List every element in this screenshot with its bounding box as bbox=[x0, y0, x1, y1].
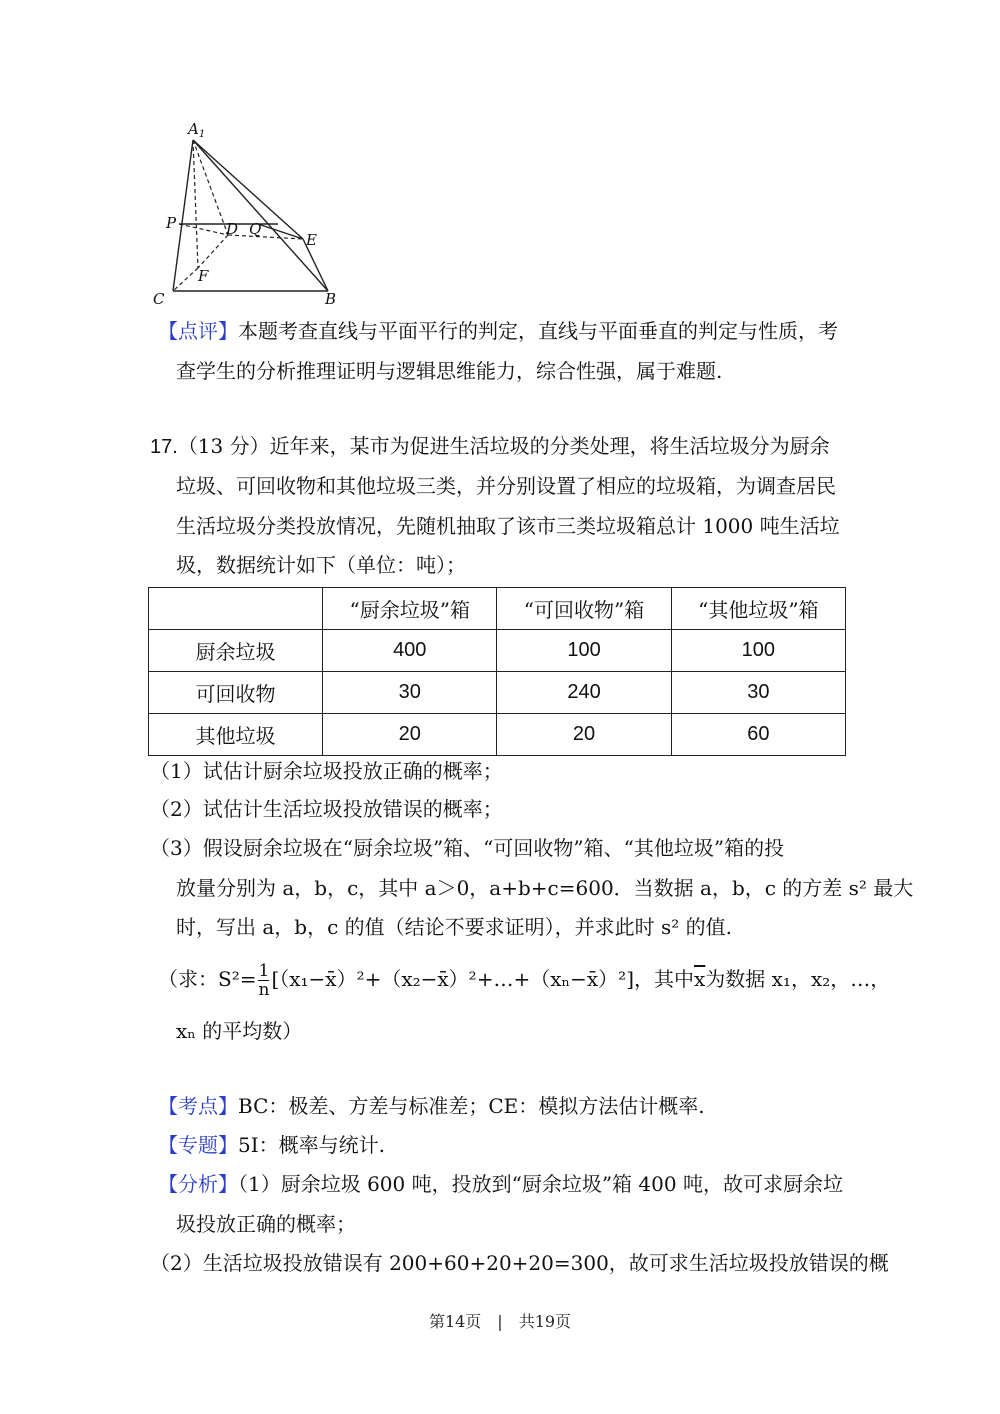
table-row-label: 其他垃圾 bbox=[149, 714, 323, 756]
table-cell: 100 bbox=[497, 630, 671, 672]
fenxi-line-2: 圾投放正确的概率； bbox=[176, 1212, 356, 1236]
comment-line-2: 查学生的分析推理证明与逻辑思维能力，综合性强，属于难题. bbox=[176, 359, 723, 383]
formula-body: [（x₁−x̄）²+（x₂−x̄）²+…+（xₙ−x̄）²]，其中 bbox=[271, 967, 695, 991]
page-footer: 第14页 | 共19页 bbox=[428, 1312, 572, 1331]
kaodian-line: 【考点】BC：极差、方差与标准差；CE：模拟方法估计概率. bbox=[158, 1094, 705, 1118]
label-Q: Q bbox=[249, 220, 262, 238]
edge-P-D bbox=[179, 224, 228, 235]
question-3-line-1: （3）假设厨余垃圾在“厨余垃圾”箱、“可回收物”箱、“其他垃圾”箱的投 bbox=[150, 836, 785, 860]
label-A1: $A_1$ bbox=[188, 120, 206, 140]
table-row-label: 可回收物 bbox=[149, 672, 323, 714]
question-3-line-3: 时，写出 a，b，c 的值（结论不要求证明），并求此时 s² 的值. bbox=[176, 915, 732, 939]
zhuanti-tag: 专题 bbox=[178, 1133, 218, 1157]
zhuanti-line: 【专题】5I：概率与统计. bbox=[158, 1133, 385, 1157]
problem-line-1: 17.（13 分）近年来，某市为促进生活垃圾的分类处理，将生活垃圾分为厨余 bbox=[150, 434, 830, 458]
table-header-cell: “厨余垃圾”箱 bbox=[323, 588, 497, 630]
formula-frac-den: n bbox=[258, 980, 270, 1000]
problem-line-2: 垃圾、可回收物和其他垃圾三类，并分别设置了相应的垃圾箱，为调查居民 bbox=[176, 474, 836, 498]
problem-line-4: 圾，数据统计如下（单位：吨）； bbox=[176, 553, 466, 577]
table-header-cell bbox=[149, 588, 323, 630]
table-cell: 30 bbox=[671, 672, 845, 714]
fenxi-line-3: （2）生活垃圾投放错误有 200+60+20+20=300，故可求生活垃圾投放错误的概 bbox=[150, 1251, 889, 1275]
fenxi-line-1: 【分析】（1）厨余垃圾 600 吨，投放到“厨余垃圾”箱 400 吨，故可求厨余垃 bbox=[158, 1172, 843, 1196]
formula-frac-num: 1 bbox=[258, 961, 270, 981]
label-E: E bbox=[306, 231, 317, 249]
table-cell: 240 bbox=[497, 672, 671, 714]
formula-line-2: xₙ 的平均数） bbox=[176, 1019, 303, 1043]
table-row bbox=[149, 672, 846, 714]
comment-tag: 点评 bbox=[178, 319, 218, 343]
question-1: （1）试估计厨余垃圾投放正确的概率； bbox=[150, 759, 503, 783]
problem-number: 17. bbox=[150, 436, 178, 458]
table-cell: 400 bbox=[323, 630, 497, 672]
pyramid-figure bbox=[148, 118, 348, 308]
table-cell: 20 bbox=[497, 714, 671, 756]
edge-A1-F bbox=[193, 140, 198, 268]
comment-line-1: 【点评】本题考查直线与平面平行的判定，直线与平面垂直的判定与性质，考 bbox=[158, 319, 838, 343]
table-cell: 30 bbox=[323, 672, 497, 714]
formula-xbar: $\overline{x}$ bbox=[694, 967, 706, 991]
table-header-row bbox=[149, 588, 846, 630]
problem-line-3: 生活垃圾分类投放情况，先随机抽取了该市三类垃圾箱总计 1000 吨生活垃 bbox=[176, 514, 840, 538]
label-D: D bbox=[226, 220, 239, 238]
label-F: F bbox=[198, 267, 209, 285]
edge-A1-B bbox=[193, 140, 328, 291]
question-2: （2）试估计生活垃圾投放错误的概率； bbox=[150, 797, 503, 821]
table-cell: 20 bbox=[323, 714, 497, 756]
edge-F-C bbox=[173, 268, 198, 291]
kaodian-tag: 考点 bbox=[178, 1094, 218, 1118]
edge-A1-D bbox=[193, 140, 228, 235]
formula-line-1: （求：S²= $\frac{1}{n}$ [（x₁−x̄）²+（x₂−x̄）²+…+（xₙ−x̄）²]，其中$\overline{x}$为数据 x₁，x₂，…， bbox=[158, 961, 891, 1000]
fenxi-tag: 分析 bbox=[178, 1172, 218, 1196]
table-header-cell: “其他垃圾”箱 bbox=[671, 588, 845, 630]
question-3-line-2: 放量分别为 a，b，c，其中 a＞0，a+b+c=600．当数据 a，b，c 的方差 s² 最大 bbox=[176, 876, 914, 900]
label-P: P bbox=[166, 214, 177, 232]
label-B: B bbox=[325, 290, 337, 308]
label-C: C bbox=[153, 290, 165, 308]
table-row-label: 厨余垃圾 bbox=[149, 630, 323, 672]
table-row bbox=[149, 714, 846, 756]
edge-D-F bbox=[198, 235, 228, 268]
table-header-cell: “可回收物”箱 bbox=[497, 588, 671, 630]
table-cell: 60 bbox=[671, 714, 845, 756]
data-table bbox=[148, 587, 846, 756]
table-row bbox=[149, 630, 846, 672]
table-cell: 100 bbox=[671, 630, 845, 672]
